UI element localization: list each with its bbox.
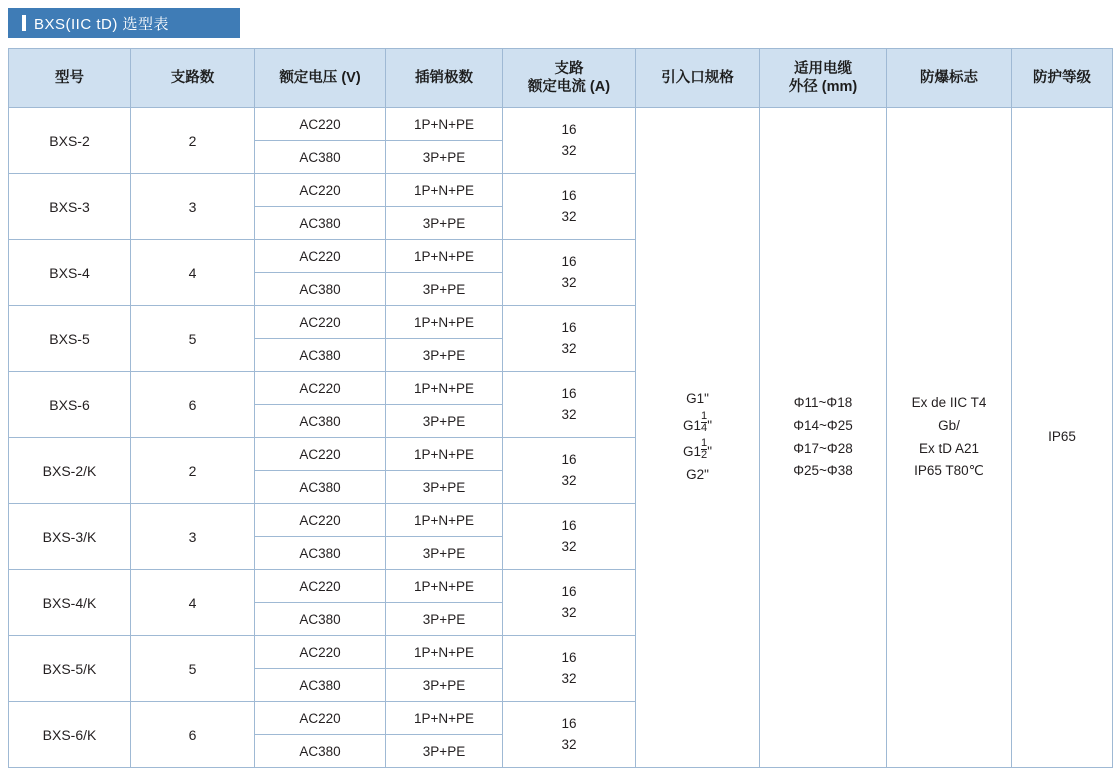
cell-ways: 6 bbox=[131, 372, 255, 438]
cell-voltage: AC380 bbox=[255, 141, 386, 174]
cell-poles: 1P+N+PE bbox=[386, 306, 503, 339]
cell-current: 16 32 bbox=[503, 240, 636, 306]
cell-ways: 4 bbox=[131, 570, 255, 636]
cell-poles: 3P+PE bbox=[386, 537, 503, 570]
cell-model: BXS-2 bbox=[9, 108, 131, 174]
cell-ways: 5 bbox=[131, 306, 255, 372]
spec-table bbox=[8, 48, 1113, 768]
cell-ways: 2 bbox=[131, 108, 255, 174]
cell-poles: 1P+N+PE bbox=[386, 108, 503, 141]
cell-ways: 4 bbox=[131, 240, 255, 306]
cell-model: BXS-4 bbox=[9, 240, 131, 306]
cell-model: BXS-6/K bbox=[9, 702, 131, 768]
cell-current: 16 32 bbox=[503, 504, 636, 570]
cell-poles: 1P+N+PE bbox=[386, 570, 503, 603]
cell-poles: 3P+PE bbox=[386, 735, 503, 768]
cell-model: BXS-3 bbox=[9, 174, 131, 240]
cell-poles: 1P+N+PE bbox=[386, 174, 503, 207]
cell-voltage: AC220 bbox=[255, 636, 386, 669]
cell-voltage: AC220 bbox=[255, 240, 386, 273]
header-model: 型号 bbox=[9, 49, 131, 108]
cell-poles: 1P+N+PE bbox=[386, 372, 503, 405]
cell-protection: IP65 bbox=[1012, 108, 1113, 768]
cell-poles: 3P+PE bbox=[386, 273, 503, 306]
cell-voltage: AC380 bbox=[255, 405, 386, 438]
cell-ways: 6 bbox=[131, 702, 255, 768]
cell-poles: 1P+N+PE bbox=[386, 702, 503, 735]
cell-current: 16 32 bbox=[503, 372, 636, 438]
cell-voltage: AC220 bbox=[255, 174, 386, 207]
cell-poles: 3P+PE bbox=[386, 339, 503, 372]
header-poles: 插销极数 bbox=[386, 49, 503, 108]
cell-ways: 3 bbox=[131, 504, 255, 570]
table-header-row bbox=[9, 49, 1113, 108]
cell-voltage: AC380 bbox=[255, 273, 386, 306]
cell-model: BXS-6 bbox=[9, 372, 131, 438]
cell-voltage: AC380 bbox=[255, 603, 386, 636]
cell-poles: 1P+N+PE bbox=[386, 240, 503, 273]
cell-voltage: AC220 bbox=[255, 702, 386, 735]
cell-poles: 3P+PE bbox=[386, 405, 503, 438]
header-branch-current: 支路 额定电流 (A) bbox=[503, 49, 636, 108]
cell-poles: 3P+PE bbox=[386, 669, 503, 702]
header-cable-od: 适用电缆 外径 (mm) bbox=[760, 49, 887, 108]
cell-voltage: AC220 bbox=[255, 372, 386, 405]
cell-ways: 3 bbox=[131, 174, 255, 240]
cell-model: BXS-4/K bbox=[9, 570, 131, 636]
cell-current: 16 32 bbox=[503, 702, 636, 768]
cell-current: 16 32 bbox=[503, 438, 636, 504]
cell-ways: 2 bbox=[131, 438, 255, 504]
cell-voltage: AC380 bbox=[255, 339, 386, 372]
title-tick-icon bbox=[22, 15, 26, 31]
cell-model: BXS-2/K bbox=[9, 438, 131, 504]
header-ex-mark: 防爆标志 bbox=[887, 49, 1012, 108]
cell-voltage: AC380 bbox=[255, 669, 386, 702]
cell-voltage: AC380 bbox=[255, 207, 386, 240]
cell-current: 16 32 bbox=[503, 306, 636, 372]
cell-poles: 1P+N+PE bbox=[386, 438, 503, 471]
header-inlet-spec: 引入口规格 bbox=[636, 49, 760, 108]
page-title: BXS(IIC tD) 选型表 bbox=[34, 15, 170, 33]
spec-table-container bbox=[8, 48, 1112, 768]
cell-poles: 3P+PE bbox=[386, 141, 503, 174]
cell-voltage: AC380 bbox=[255, 735, 386, 768]
cell-voltage: AC220 bbox=[255, 438, 386, 471]
cell-current: 16 32 bbox=[503, 174, 636, 240]
cell-cable-od: Φ11~Φ18 Φ14~Φ25 Φ17~Φ28 Φ25~Φ38 bbox=[760, 108, 887, 768]
cell-current: 16 32 bbox=[503, 570, 636, 636]
cell-poles: 1P+N+PE bbox=[386, 504, 503, 537]
cell-voltage: AC220 bbox=[255, 306, 386, 339]
header-protection: 防护等级 bbox=[1012, 49, 1113, 108]
cell-model: BXS-5/K bbox=[9, 636, 131, 702]
cell-voltage: AC380 bbox=[255, 471, 386, 504]
cell-poles: 3P+PE bbox=[386, 207, 503, 240]
table-row bbox=[9, 108, 1113, 141]
header-ways: 支路数 bbox=[131, 49, 255, 108]
cell-poles: 1P+N+PE bbox=[386, 636, 503, 669]
cell-voltage: AC220 bbox=[255, 570, 386, 603]
cell-current: 16 32 bbox=[503, 636, 636, 702]
cell-poles: 3P+PE bbox=[386, 471, 503, 504]
cell-ex-mark: Ex de IIC T4 Gb/ Ex tD A21 IP65 T80℃ bbox=[887, 108, 1012, 768]
cell-voltage: AC220 bbox=[255, 108, 386, 141]
cell-model: BXS-5 bbox=[9, 306, 131, 372]
cell-model: BXS-3/K bbox=[9, 504, 131, 570]
cell-current: 16 32 bbox=[503, 108, 636, 174]
table-body bbox=[9, 108, 1113, 768]
cell-voltage: AC380 bbox=[255, 537, 386, 570]
cell-inlet-spec: G1" G1 $\frac{1}{4}$ " G1 $\frac{1}{2}$ " G2" bbox=[636, 108, 760, 768]
cell-poles: 3P+PE bbox=[386, 603, 503, 636]
header-voltage: 额定电压 (V) bbox=[255, 49, 386, 108]
page-title-bar bbox=[8, 8, 240, 38]
cell-ways: 5 bbox=[131, 636, 255, 702]
cell-voltage: AC220 bbox=[255, 504, 386, 537]
